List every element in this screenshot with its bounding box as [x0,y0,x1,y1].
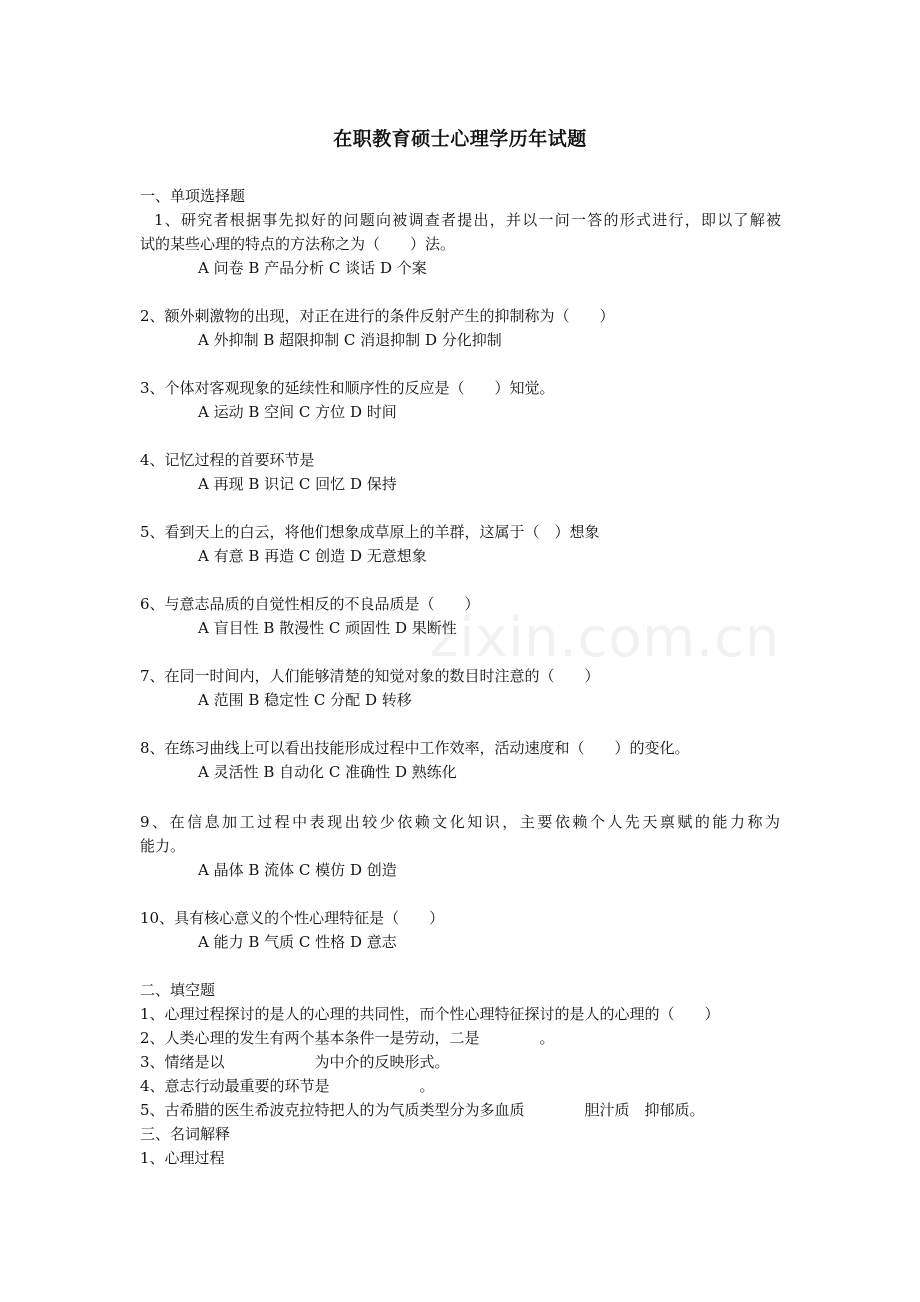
question-7: 7、在同一时间内，人们能够清楚的知觉对象的数目时注意的（ ） [140,667,600,685]
fill-blank-item-3: 3、情绪是以 为中介的反映形式。 [140,1053,450,1071]
question-4: 4、记忆过程的首要环节是 [140,451,315,469]
question-7-options: A 范围 B 稳定性 C 分配 D 转移 [198,691,412,709]
question-9-options: A 晶体 B 流体 C 模仿 D 创造 [198,861,397,879]
fill-blank-item-2: 2、人类心理的发生有两个基本条件一是劳动，二是 。 [140,1029,555,1047]
term-item-1: 1、心理过程 [140,1149,225,1167]
question-6-options: A 盲目性 B 散漫性 C 顽固性 D 果断性 [198,619,457,637]
watermark: zixin.com.cn [430,606,781,669]
section-heading-fill-blank: 二、填空题 [140,981,216,999]
question-10-options: A 能力 B 气质 C 性格 D 意志 [198,933,397,951]
question-3-options: A 运动 B 空间 C 方位 D 时间 [198,403,397,421]
question-2: 2、额外刺激物的出现，对正在进行的条件反射产生的抑制称为（ ） [140,307,615,325]
page-title: 在职教育硕士心理学历年试题 [333,128,587,150]
question-5: 5、看到天上的白云，将他们想象成草原上的羊群，这属于（ ）想象 [140,523,600,541]
fill-blank-item-1: 1、心理过程探讨的是人的心理的共同性，而个性心理特征探讨的是人的心理的（ ） [140,1005,720,1023]
question-6: 6、与意志品质的自觉性相反的不良品质是（ ） [140,595,480,613]
fill-blank-item-5: 5、古希腊的医生希波克拉特把人的为气质类型分为多血质 胆汁质 抑郁质。 [140,1101,705,1119]
question-10: 10、具有核心意义的个性心理特征是（ ） [140,909,445,927]
question-4-options: A 再现 B 识记 C 回忆 D 保持 [198,475,397,493]
question-1-line-1: 1、研究者根据事先拟好的问题向被调查者提出，并以一问一答的形式进行，即以了解被 [154,211,781,229]
question-9-line-1: 9、在信息加工过程中表现出较少依赖文化知识，主要依赖个人先天禀赋的能力称为 [140,813,780,831]
question-8: 8、在练习曲线上可以看出技能形成过程中工作效率，活动速度和（ ）的变化。 [140,739,690,757]
question-1-options: A 问卷 B 产品分析 C 谈话 D 个案 [198,259,427,277]
question-2-options: A 外抑制 B 超限抑制 C 消退抑制 D 分化抑制 [198,331,502,349]
section-heading-choice: 一、单项选择题 [140,187,246,205]
fill-blank-item-4: 4、意志行动最重要的环节是 。 [140,1077,435,1095]
question-3: 3、个体对客观现象的延续性和顺序性的反应是（ ）知觉。 [140,379,555,397]
question-8-options: A 灵活性 B 自动化 C 准确性 D 熟练化 [198,763,457,781]
question-9-line-2: 能力。 [140,837,186,855]
question-1-line-2: 试的某些心理的特点的方法称之为（ ）法。 [140,235,456,253]
section-heading-terms: 三、名词解释 [140,1125,231,1143]
question-5-options: A 有意 B 再造 C 创造 D 无意想象 [198,547,427,565]
